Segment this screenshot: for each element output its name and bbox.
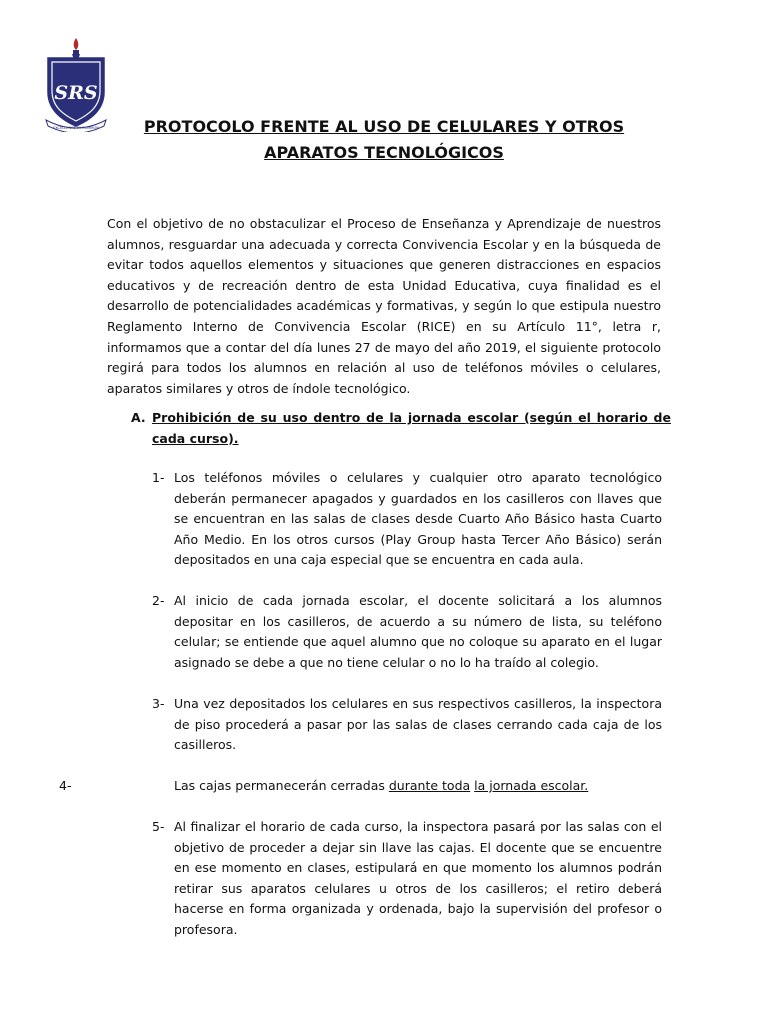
list-item-number: 3- [152, 696, 165, 711]
intro-paragraph: Con el objetivo de no obstaculizar el Proceso de Enseñanza y Aprendizaje de nuestros alumnos, resguardar una adecuada y correcta Convivencia Escolar y en la búsqueda de evitar todos aquellos elementos y situaciones que generen distracciones en espacios educativos y de recreación dentro de esta Unidad Educativa, cuya finalidad es el desarrollo de potencialidades académicas y formativas, y según lo que estipula nuestro Reglamento Interno de Convivencia Escolar (RICE) en su Artículo 11°, letra r, informamos que a contar del día lunes 27 de mayo del año 2019, el siguiente protocolo regirá para todos los alumnos en relación al uso de teléfonos móviles o celulares, aparatos similares y otros de índole tecnológico. [107, 216, 661, 396]
list-item-4-underlined-2: la jornada escolar. [474, 778, 589, 793]
list-item-2 [152, 591, 662, 673]
list-item-text: Al finalizar el horario de cada curso, la inspectora pasará por las salas con el objetivo de proceder a dejar sin llave las cajas. El docente que se encuentre en ese momento en clases, estipulará en que momento los alumnos podrán retirar sus aparatos celulares u otros de los casilleros; el retiro deberá hacerse en forma organizada y ordenada, bajo la supervisión del profesor o profesora. [174, 819, 662, 937]
list-item-number: 2- [152, 593, 165, 608]
list-item-4-number: 4- [59, 778, 72, 793]
list-item-text: Una vez depositados los celulares en sus respectivos casilleros, la inspectora de piso procederá a pasar por las salas de clases cerrando cada caja de los casilleros. [174, 696, 662, 753]
list-item-4-underlined-1: durante toda [388, 778, 471, 793]
school-crest-logo [44, 36, 108, 132]
list-item-number: 5- [152, 819, 165, 834]
list-item-number: 1- [152, 470, 165, 485]
list-item-5 [152, 817, 662, 941]
list-item-text: Al inicio de cada jornada escolar, el docente solicitará a los alumnos depositar en los casilleros, de acuerdo a su número de lista, su teléfono celular; se entiende que aquel alumno que no coloque su aparato en el lugar asignado se debe a que no tiene celular o no lo ha traído al colegio. [174, 593, 662, 670]
list-item-4-plain: Las cajas permanecerán cerradas [174, 778, 389, 793]
crest-motto: EXCELLENCE IN COMMON [52, 126, 100, 130]
list-item-text: Los teléfonos móviles o celulares y cualquier otro aparato tecnológico deberán permanecer apagados y guardados en los casilleros con llaves que se encuentran en las salas de clases desde Cuarto Año Básico hasta Cuarto Año Medio. En los otros cursos (Play Group hasta Tercer Año Básico) serán depositados en una caja especial que se encuentra en cada aula. [174, 470, 662, 568]
list-item-1 [152, 468, 662, 571]
document-title: PROTOCOLO FRENTE AL USO DE CELULARES Y OTROS APARATOS TECNOLÓGICOS [143, 117, 625, 162]
section-a [131, 408, 671, 449]
torch-icon [72, 38, 80, 60]
list-item-3 [152, 694, 662, 756]
section-a-heading: Prohibición de su uso dentro de la jornada escolar (según el horario de cada curso). [152, 410, 671, 446]
crest-letters: SRS [54, 82, 98, 104]
list-item-4-text [174, 776, 588, 797]
section-a-letter: A. [131, 410, 146, 425]
